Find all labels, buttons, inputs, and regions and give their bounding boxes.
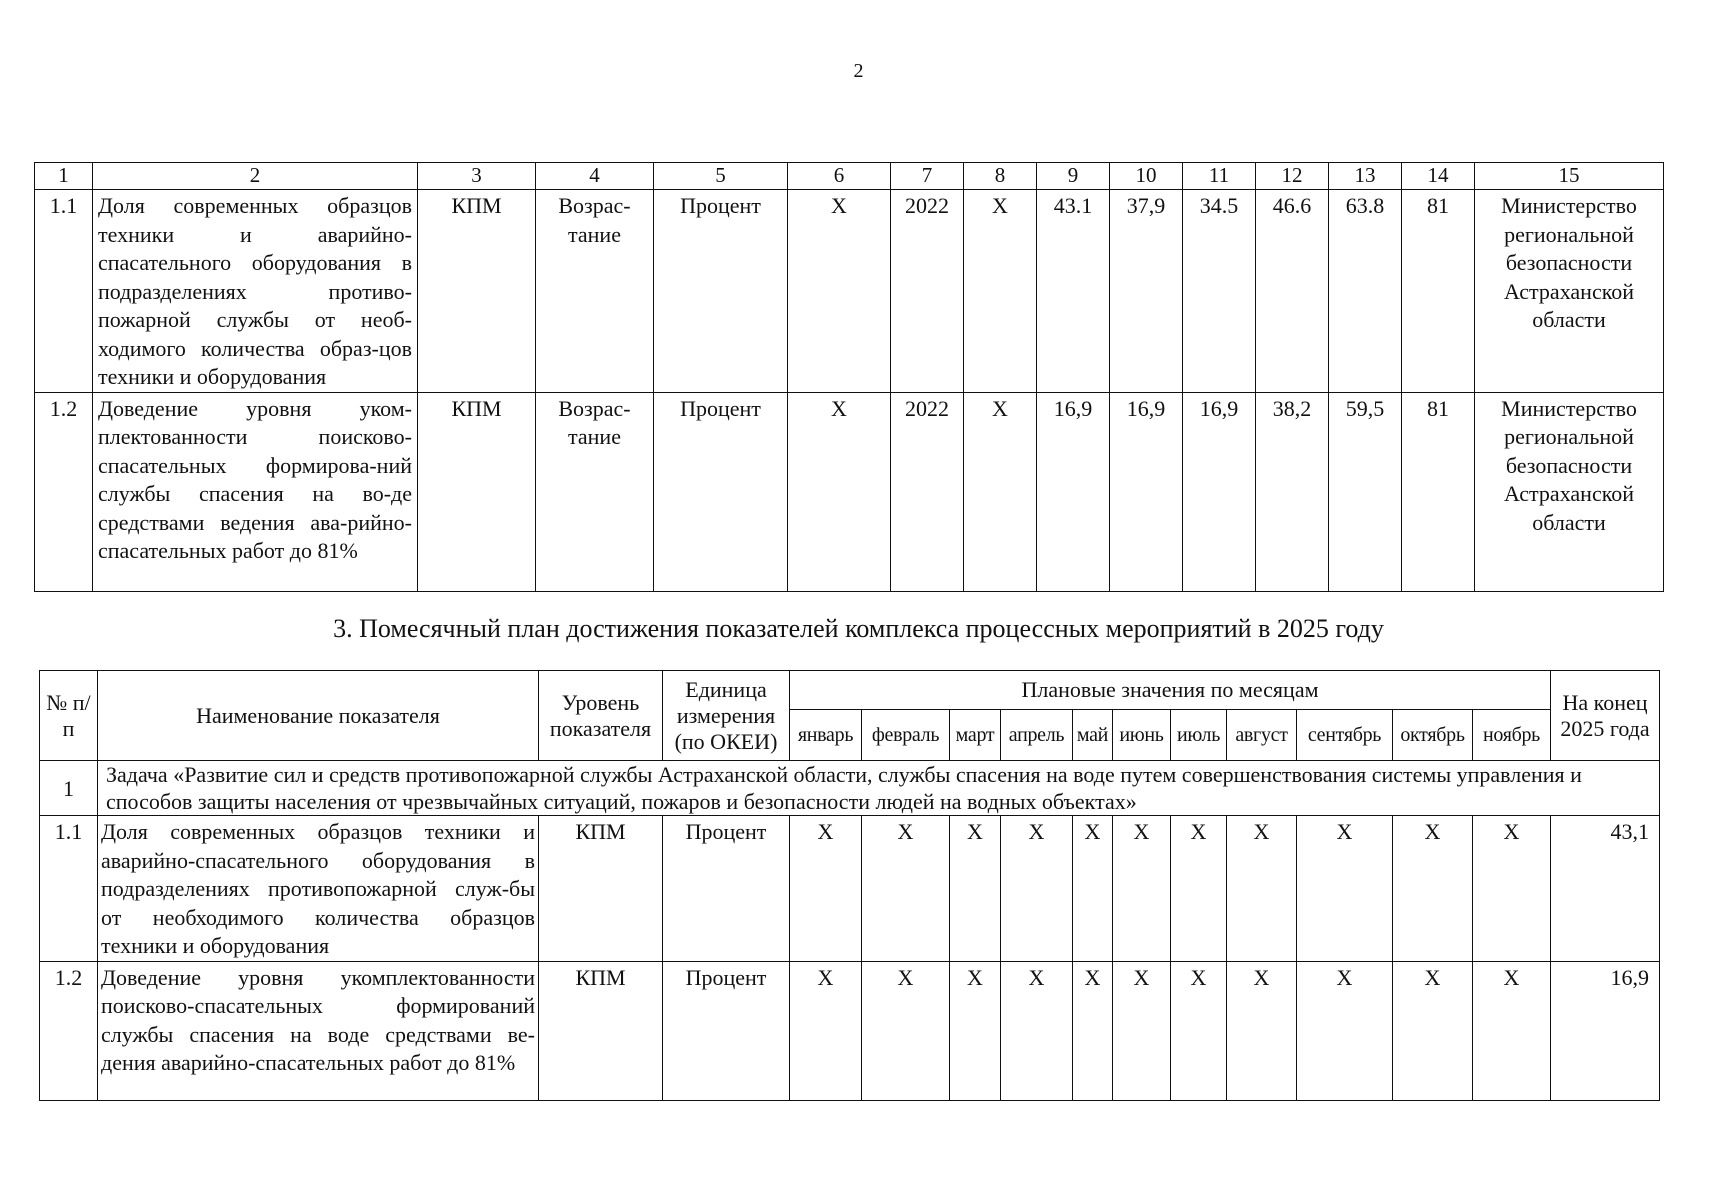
table-row [35, 190, 1664, 393]
month-header: март [950, 710, 1001, 761]
header-number: № п/п [40, 671, 98, 761]
header-cell: 7 [891, 163, 964, 190]
value-cell: Х [788, 190, 891, 393]
month-value: Х [1473, 816, 1551, 962]
responsible-cell: Министерство региональной безопасности Астраханской области [1475, 190, 1664, 393]
section-title: 3. Помесячный план достижения показателей комплекса процессных мероприятий в 2025 году [333, 614, 1384, 643]
header-cell: 2 [93, 163, 418, 190]
row-number: 1.2 [35, 392, 93, 591]
month-value: Х [1113, 961, 1171, 1100]
table-row [40, 961, 1660, 1100]
indicators-table [34, 162, 1664, 592]
value-cell: 16,9 [1110, 392, 1183, 591]
header-cell: 5 [654, 163, 788, 190]
monthly-plan-table [39, 670, 1660, 1101]
month-value: Х [1227, 816, 1297, 962]
row-number: 1.1 [40, 816, 98, 962]
month-value: Х [1113, 816, 1171, 962]
indicator-level: КПМ [418, 190, 536, 393]
task-text: Задача «Развитие сил и средств противопожарной службы Астраханской области, службы спасения на воде путем совершенствования системы управления и способов защиты населения от чрезвычайных ситуаций, пожаров и безопасности людей на водных объектах» [98, 761, 1660, 816]
month-header: ноябрь [1473, 710, 1551, 761]
header-cell: 12 [1256, 163, 1329, 190]
month-header: июль [1171, 710, 1227, 761]
value-cell: 59,5 [1329, 392, 1402, 591]
indicator-unit: Процент [663, 816, 790, 962]
responsible-cell: Министерство региональной безопасности Астраханской области [1475, 392, 1664, 591]
value-cell: 16,9 [1183, 392, 1256, 591]
indicator-level: КПМ [539, 816, 663, 962]
header-end-of-year: На конец 2025 года [1551, 671, 1660, 761]
table-header-row [35, 163, 1664, 190]
page-number: 2 [853, 60, 864, 82]
header-cell: 9 [1037, 163, 1110, 190]
value-cell: 2022 [891, 190, 964, 393]
value-cell: 38,2 [1256, 392, 1329, 591]
month-value: Х [950, 961, 1001, 1100]
indicator-unit: Процент [663, 961, 790, 1100]
value-cell: 37,9 [1110, 190, 1183, 393]
indicator-trend: Возрас-тание [536, 190, 654, 393]
month-value: Х [1001, 816, 1073, 962]
value-cell: Х [964, 190, 1037, 393]
month-header: май [1073, 710, 1113, 761]
indicator-trend: Возрас-тание [536, 392, 654, 591]
row-number: 1.1 [35, 190, 93, 393]
month-header: апрель [1001, 710, 1073, 761]
month-header: сентябрь [1297, 710, 1393, 761]
month-value: Х [950, 816, 1001, 962]
month-header: февраль [862, 710, 950, 761]
table-header-row [40, 671, 1660, 710]
month-header: январь [790, 710, 862, 761]
header-unit: Единица измерения (по ОКЕИ) [663, 671, 790, 761]
row-number: 1.2 [40, 961, 98, 1100]
header-cell: 10 [1110, 163, 1183, 190]
month-value: Х [1073, 961, 1113, 1100]
header-cell: 11 [1183, 163, 1256, 190]
indicator-name: Доля современных образцов техники и аварийно-спасательного оборудования в подразделениях противо-пожарной службы от необ-ходимого количества образ-цов техники и оборудования [93, 190, 418, 393]
table-row [40, 816, 1660, 962]
month-header: октябрь [1393, 710, 1473, 761]
month-value: Х [862, 816, 950, 962]
header-plan-values: Плановые значения по месяцам [790, 671, 1551, 710]
month-header: июнь [1113, 710, 1171, 761]
end-of-year-value: 43,1 [1551, 816, 1660, 962]
value-cell: 63.8 [1329, 190, 1402, 393]
task-row [40, 761, 1660, 816]
indicator-name: Доля современных образцов техники и аварийно-спасательного оборудования в подразделениях противопожарной служ-бы от необходимого количества образцов техники и оборудования [98, 816, 539, 962]
value-cell: 46.6 [1256, 190, 1329, 393]
value-cell: 81 [1402, 392, 1475, 591]
indicator-unit: Процент [654, 392, 788, 591]
month-value: Х [1297, 961, 1393, 1100]
value-cell: 16,9 [1037, 392, 1110, 591]
month-value: Х [1001, 961, 1073, 1100]
header-cell: 3 [418, 163, 536, 190]
header-cell: 4 [536, 163, 654, 190]
month-value: Х [862, 961, 950, 1100]
month-header: август [1227, 710, 1297, 761]
header-cell: 15 [1475, 163, 1664, 190]
value-cell: 81 [1402, 190, 1475, 393]
month-value: Х [1171, 816, 1227, 962]
value-cell: 2022 [891, 392, 964, 591]
value-cell: 34.5 [1183, 190, 1256, 393]
month-value: Х [1073, 816, 1113, 962]
value-cell: 43.1 [1037, 190, 1110, 393]
end-of-year-value: 16,9 [1551, 961, 1660, 1100]
indicator-level: КПМ [418, 392, 536, 591]
month-value: Х [1473, 961, 1551, 1100]
indicator-level: КПМ [539, 961, 663, 1100]
month-value: Х [790, 816, 862, 962]
header-cell: 13 [1329, 163, 1402, 190]
indicator-name: Доведение уровня уком-плектованности поисково-спасательных формирова-ний службы спасения на во-де средствами ведения ава-рийно-спасательных работ до 81% [93, 392, 418, 591]
indicator-name: Доведение уровня укомплектованности поисково-спасательных формирований службы спасения на воде средствами ве-дения аварийно-спасательных работ до 81% [98, 961, 539, 1100]
table-row [35, 392, 1664, 591]
header-cell: 8 [964, 163, 1037, 190]
header-cell: 6 [788, 163, 891, 190]
task-number: 1 [40, 761, 98, 816]
header-name: Наименование показателя [98, 671, 539, 761]
month-value: Х [1393, 961, 1473, 1100]
header-cell: 14 [1402, 163, 1475, 190]
month-value: Х [1393, 816, 1473, 962]
header-level: Уровень показателя [539, 671, 663, 761]
value-cell: Х [788, 392, 891, 591]
month-value: Х [790, 961, 862, 1100]
indicator-unit: Процент [654, 190, 788, 393]
month-value: Х [1227, 961, 1297, 1100]
month-value: Х [1297, 816, 1393, 962]
header-cell: 1 [35, 163, 93, 190]
value-cell: Х [964, 392, 1037, 591]
month-value: Х [1171, 961, 1227, 1100]
